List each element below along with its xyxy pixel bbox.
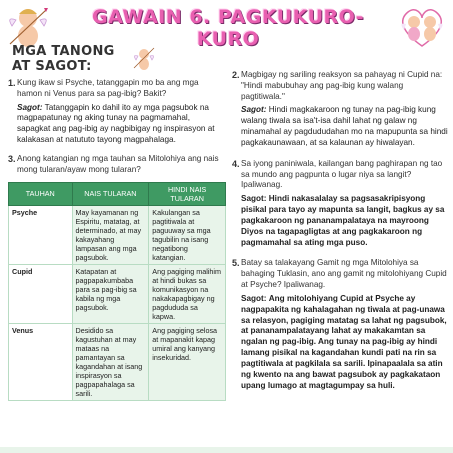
answer: [241, 105, 448, 148]
answer-label: Sagot:: [241, 105, 267, 115]
cell-tauhan: Venus: [9, 323, 73, 400]
title-banner: [0, 0, 453, 50]
section-heading: MGA TANONG AT SAGOT:: [12, 44, 115, 74]
cell-tauhan: Cupid: [9, 264, 73, 323]
traits-table: [8, 182, 226, 401]
footer-bar: [0, 447, 453, 453]
question-text: Kung ikaw si Psyche, tatanggapin mo ba ang mga hamon ni Venus para sa pag-ibig? Bakit?: [17, 78, 199, 98]
right-column: [232, 70, 448, 397]
question-text: Magbigay ng sariling reaksyon sa pahayag ni Cupid na: "Hindi mabubuhay ang pag-ibig kung walang pagtitiwala.": [241, 70, 443, 101]
answer-text: Tatanggapin ko dahil ito ay mga pagsubok na magpapatunay ng aking tunay na pagmamahal, sapagkat ang pag-ibig ay nagbibigay ng inspirasyon at kalakasan at natututo tayong magpahalaga.: [17, 102, 215, 145]
question-1: [8, 78, 224, 146]
cupid-small-icon: [130, 44, 158, 72]
left-column: [8, 78, 224, 401]
answer-text: Ang mitolohiyang Cupid at Psyche ay nagpapakita ng kahalagahan ng tiwala at pag-unawa sa relasyon, pagiging matatag sa lahat ng pagsubok, at pananampalatayang lahat ay makakamtan sa ngalan ng pag-ibig. Ang tunay na pag-ibig ay hindi lamang pisikal na kagandahan kundi pati na rin sa pagtitiwala at pagkilala sa sarili. Ipinapaalala sa atin ng kwento na ang bawat pagsubok ay pagkakataon upang lumago at magtagumpay sa huli.: [241, 293, 447, 390]
cupid-right-icon: [392, 0, 452, 50]
cell-nais: Katapatan at pagpapakumbaba para sa pag-ibig sa kabila ng mga pagsubok.: [72, 264, 149, 323]
answer: [241, 294, 448, 391]
header-tauhan: TAUHAN: [9, 182, 73, 205]
question-text: Sa iyong paniniwala, kailangan bang paghirapan ng tao sa mundo ang pagpunta o lugar niya sa langit? Ipaliwanag.: [241, 158, 443, 190]
answer: [17, 103, 224, 146]
question-text: Anong katangian ng mga tauhan sa Mitolohiya ang nais mong tularan/ayaw mong tularan?: [17, 153, 219, 174]
question-2: [232, 70, 448, 149]
cell-nais: Desidido sa kagustuhan at may mataas na pamantayan sa kagandahan at isang inspirasyon sa pagpapahalaga sa sarili.: [72, 323, 149, 400]
question-4: [232, 159, 448, 249]
banner-title: GAWAIN 6. PAGKUKURO-KURO: [91, 6, 365, 50]
answer-label: Sagot:: [241, 293, 267, 303]
cell-hindi: Ang pagiging selosa at mapanakit kapag umiral ang kanyang insekuridad.: [149, 323, 226, 400]
answer-label: Sagot:: [17, 102, 43, 112]
question-5: [232, 258, 448, 391]
cell-hindi: Kakulangan sa pagtitiwala at paguuway sa mga tagubilin na isang negatibong katangian.: [149, 205, 226, 264]
header-nais: NAIS TULARAN: [72, 182, 149, 205]
answer: [241, 194, 448, 248]
table-row: [9, 323, 226, 400]
question-number: 3.: [8, 153, 16, 164]
table-row: [9, 264, 226, 323]
question-number: 1.: [8, 78, 16, 88]
table-row: [9, 205, 226, 264]
header-hindi: HINDI NAIS TULARAN: [149, 182, 226, 205]
question-number: 4.: [232, 158, 240, 169]
question-number: 5.: [232, 258, 240, 269]
table-header-row: [9, 182, 226, 205]
answer-label: Sagot:: [241, 194, 267, 204]
cell-hindi: Ang pagiging malihim at hindi bukas sa komunikasyon na nakakapagbigay ng pagdududa sa kapwa.: [149, 264, 226, 323]
cell-tauhan: Psyche: [9, 205, 73, 264]
question-3: [8, 154, 224, 176]
answer-text: Hindi magkakaroon ng tunay na pag-ibig kung walang tiwala sa isa't-isa dahil lahat ng galaw ng minamahal ay pagdududahan mo na mapupunta sa hindi pagkakaunawaan, at sa kalaunan ay hiwalayan.: [241, 105, 448, 147]
answer-text: Hindi nakasalalay sa pagsasakripisyong pisikal para tayo ay mapunta sa langit, bagkus ay sa pagkakaroon ng pananampalataya na mayroong Diyos na tagapagligtas at ang pagkakaroon ng pagmamahal sa ating mga puso.: [241, 194, 445, 247]
question-text: Batay sa talakayang Gamit ng mga Mitolohiya sa bahaging Tuklasin, ano ang gamit ng mitolohiyang Cupid at Psyche? Ipaliwanag.: [241, 258, 447, 290]
question-number: 2.: [232, 70, 240, 80]
cell-nais: May kayamanan ng Espiritu, matatag, at determinado, at may kakayahang lampasan ang mga pagsubok.: [72, 205, 149, 264]
